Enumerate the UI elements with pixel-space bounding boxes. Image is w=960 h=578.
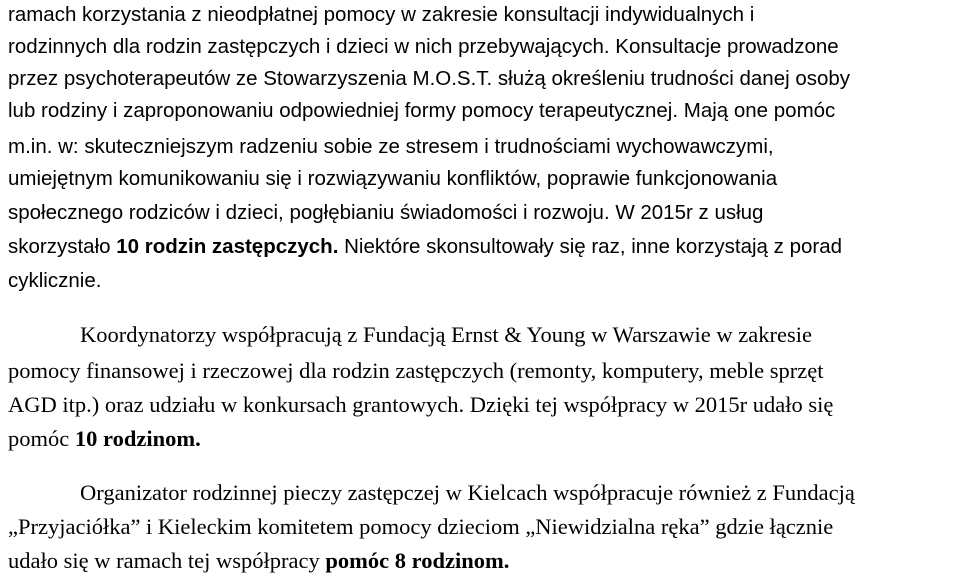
text-line: Organizator rodzinnej pieczy zastępczej w Kielcach współpracuje również z Fundacją [80, 480, 855, 505]
text-line: „Przyjaciółka” i Kieleckim komitetem pomocy dzieciom „Niewidzialna ręka” gdzie łącznie [8, 514, 834, 539]
text-line: przez psychoterapeutów ze Stowarzyszenia M.O.S.T. służą określeniu trudności danej osoby [8, 67, 851, 90]
text-line [8, 422, 201, 456]
text-run: udało się w ramach tej współpracy [8, 548, 326, 573]
bold-text-run: 10 rodzinom. [74, 426, 201, 451]
text-line: cyklicznie. [8, 269, 102, 292]
bold-text-run: pomóc 8 rodzinom. [325, 548, 510, 573]
text-line [8, 230, 842, 264]
text-line [8, 544, 509, 578]
text-line: pomocy finansowej i rzeczowej dla rodzin zastępczych (remonty, komputery, meble sprzęt [8, 358, 824, 383]
text-line: lub rodziny i zaproponowaniu odpowiedniej formy pomocy terapeutycznej. Mają one pomóc [8, 99, 836, 122]
text-line: Koordynatorzy współpracują z Fundacją Ernst & Young w Warszawie w zakresie [80, 322, 812, 347]
bold-text-run: 10 rodzin zastępczych. [116, 235, 339, 258]
text-line: AGD itp.) oraz udziału w konkursach grantowych. Dzięki tej współpracy w 2015r udało się [8, 392, 834, 417]
text-line: ramach korzystania z nieodpłatnej pomocy w zakresie konsultacji indywidualnych i [8, 3, 755, 26]
text-line: umiejętnym komunikowaniu się i rozwiązywaniu konfliktów, poprawie funkcjonowania [8, 167, 778, 190]
text-run: Niektóre skonsultowały się raz, inne korzystają z porad [338, 235, 843, 258]
text-line: m.in. w: skuteczniejszym radzeniu sobie ze stresem i trudnościami wychowawczymi, [8, 135, 774, 158]
text-run: pomóc [8, 426, 75, 451]
text-run: skorzystało [8, 235, 117, 258]
text-line: rodzinnych dla rodzin zastępczych i dzieci w nich przebywających. Konsultacje prowadzone [8, 35, 839, 58]
text-line: społecznego rodziców i dzieci, pogłębianiu świadomości i rozwoju. W 2015r z usług [8, 201, 764, 224]
